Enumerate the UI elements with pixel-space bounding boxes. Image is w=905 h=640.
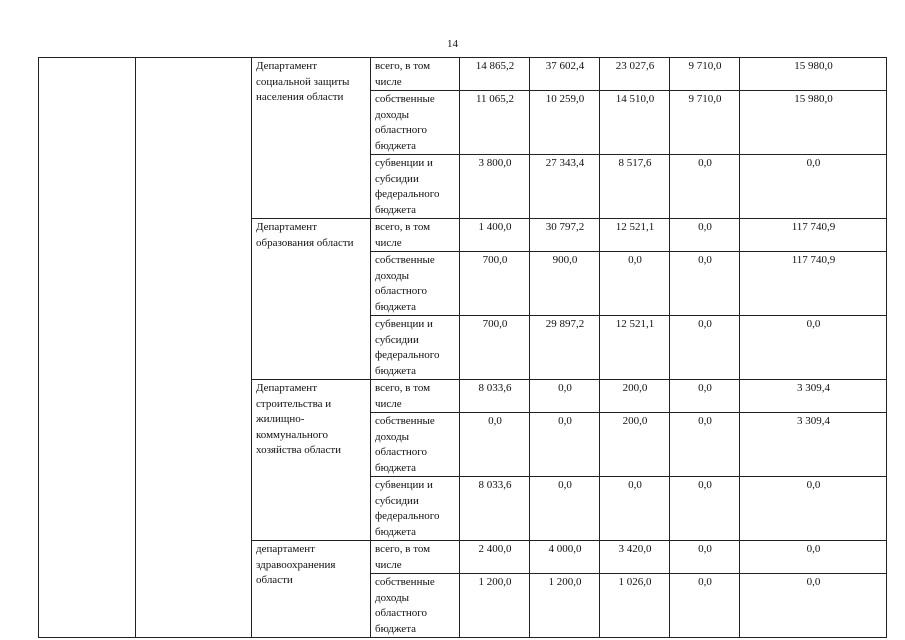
year-value-cell: 8 517,6 [600,155,670,219]
year-value-cell: 0,0 [740,155,887,219]
funding-category: всего, в том числе [371,541,460,574]
funding-category: собственные доходы областного бюджета [371,91,460,155]
year-value-cell: 0,0 [530,477,600,541]
year-value-cell: 1 400,0 [460,219,530,252]
year-value-cell: 1 200,0 [460,574,530,638]
funding-category: субвенции и субсидии федерального бюджета [371,477,460,541]
year-value-cell: 1 200,0 [530,574,600,638]
year-value-cell: 200,0 [600,380,670,413]
year-value-cell: 15 980,0 [740,58,887,91]
year-value-cell: 14 510,0 [600,91,670,155]
year-value-cell: 9 710,0 [670,58,740,91]
department-name: департамент здравоохранения области [252,541,371,638]
year-value-cell: 0,0 [600,252,670,316]
year-value-cell: 0,0 [530,380,600,413]
year-value-cell: 0,0 [670,413,740,477]
year-value-cell: 14 865,2 [460,58,530,91]
year-value-cell: 10 259,0 [530,91,600,155]
budget-table [38,57,887,638]
year-value-cell: 0,0 [670,541,740,574]
page-number: 14 [447,38,458,50]
year-value-cell: 0,0 [740,574,887,638]
year-value-cell: 117 740,9 [740,252,887,316]
department-name: Департамент образования области [252,219,371,380]
year-value-cell: 0,0 [740,316,887,380]
year-value-cell: 3 309,4 [740,380,887,413]
year-value-cell: 3 800,0 [460,155,530,219]
year-value-cell: 0,0 [670,574,740,638]
funding-category: собственные доходы областного бюджета [371,413,460,477]
year-value-cell: 12 521,1 [600,219,670,252]
year-value-cell: 0,0 [530,413,600,477]
year-value-cell: 0,0 [670,477,740,541]
year-value-cell: 3 309,4 [740,413,887,477]
year-value-cell: 27 343,4 [530,155,600,219]
year-value-cell: 2 400,0 [460,541,530,574]
year-value-cell: 12 521,1 [600,316,670,380]
year-value-cell: 0,0 [670,380,740,413]
year-value-cell: 0,0 [600,477,670,541]
year-value-cell: 23 027,6 [600,58,670,91]
year-value-cell: 0,0 [740,477,887,541]
funding-category: всего, в том числе [371,219,460,252]
year-value-cell: 11 065,2 [460,91,530,155]
funding-category: всего, в том числе [371,58,460,91]
year-value-cell: 0,0 [670,219,740,252]
year-value-cell: 37 602,4 [530,58,600,91]
year-value-cell: 30 797,2 [530,219,600,252]
funding-category: субвенции и субсидии федерального бюджета [371,155,460,219]
year-value-cell: 9 710,0 [670,91,740,155]
funding-category: всего, в том числе [371,380,460,413]
department-name: Департамент строительства и жилищно-коммунального хозяйства области [252,380,371,541]
empty-number-column [39,58,136,638]
year-value-cell: 0,0 [740,541,887,574]
table-body [39,58,887,638]
empty-measure-column [136,58,252,638]
year-value-cell: 700,0 [460,316,530,380]
year-value-cell: 1 026,0 [600,574,670,638]
funding-category: собственные доходы областного бюджета [371,574,460,638]
funding-category: субвенции и субсидии федерального бюджета [371,316,460,380]
year-value-cell: 700,0 [460,252,530,316]
year-value-cell: 8 033,6 [460,380,530,413]
year-value-cell: 200,0 [600,413,670,477]
table-row [39,58,887,91]
year-value-cell: 15 980,0 [740,91,887,155]
funding-category: собственные доходы областного бюджета [371,252,460,316]
department-name: Департамент социальной защиты населения области [252,58,371,219]
year-value-cell: 0,0 [460,413,530,477]
year-value-cell: 117 740,9 [740,219,887,252]
year-value-cell: 900,0 [530,252,600,316]
year-value-cell: 0,0 [670,252,740,316]
year-value-cell: 0,0 [670,155,740,219]
year-value-cell: 4 000,0 [530,541,600,574]
year-value-cell: 8 033,6 [460,477,530,541]
year-value-cell: 0,0 [670,316,740,380]
year-value-cell: 3 420,0 [600,541,670,574]
year-value-cell: 29 897,2 [530,316,600,380]
